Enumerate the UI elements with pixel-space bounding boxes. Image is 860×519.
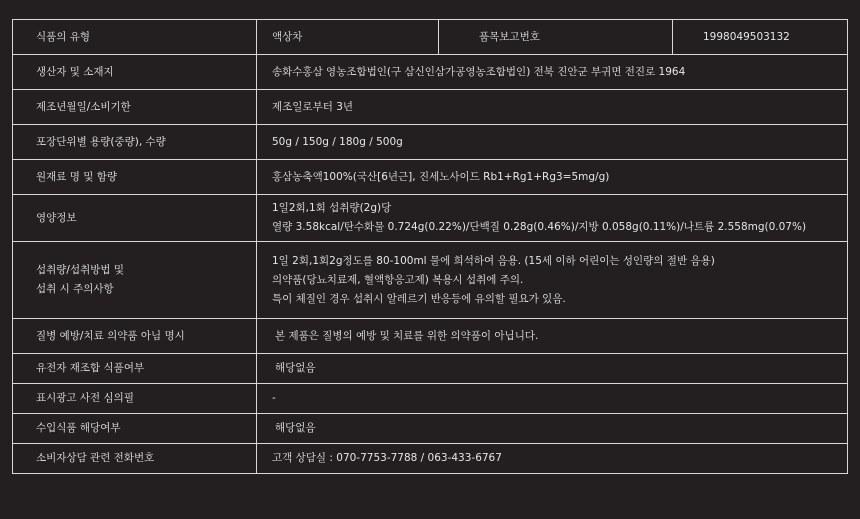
intake-line-3: 특이 체질인 경우 섭취시 알레르기 반응등에 유의할 필요가 있음.	[272, 292, 566, 305]
value-imported	[257, 414, 848, 444]
label-ad-review: 표시광고 사전 심의필	[13, 384, 257, 414]
row-ad-review	[13, 384, 848, 414]
label-nutrition: 영양정보	[13, 195, 257, 242]
label-imported: 수입식품 해당여부	[13, 414, 257, 444]
intake-label-line-1: 섭취량/섭취방법 및	[36, 264, 125, 276]
value-report-number: 1998049503132	[673, 20, 848, 55]
nutrition-line-2: 열량 3.58kcal/탄수화물 0.724g(0.22%)/단백질 0.28g(0.46%)/지방 0.058g(0.11%)/나트륨 2.558mg(0.07%)	[272, 221, 807, 233]
packaging-text: 50g / 150g / 180g / 500g	[272, 135, 403, 148]
gmo-text: 해당없음	[275, 362, 316, 374]
value-consumer-phone	[257, 444, 848, 474]
intake-label-line-2: 섭취 시 주의사항	[36, 283, 114, 295]
value-ad-review	[257, 384, 848, 414]
row-nutrition	[13, 195, 848, 242]
label-ingredients: 원재료 명 및 함량	[13, 160, 257, 195]
value-expiry	[257, 90, 848, 125]
row-imported	[13, 414, 848, 444]
value-intake	[257, 242, 848, 319]
label-expiry: 제조년월일/소비기한	[13, 90, 257, 125]
row-ingredients	[13, 160, 848, 195]
expiry-text: 제조일로부터 3년	[272, 100, 354, 113]
ingredients-text: 홍삼농축액100%(국산[6년근], 진세노사이드 Rb1+Rg1+Rg3=5mg/g)	[272, 170, 610, 183]
value-food-type: 액상차	[257, 20, 439, 55]
row-intake	[13, 242, 848, 319]
label-intake	[13, 242, 257, 319]
row-consumer-phone	[13, 444, 848, 474]
label-food-type: 식품의 유형	[13, 20, 257, 55]
not-medicine-text: 본 제품은 질병의 예방 및 치료를 위한 의약품이 아닙니다.	[275, 329, 539, 342]
label-gmo: 유전자 재조합 식품여부	[13, 354, 257, 384]
producer-text: 송화수홍삼 영농조합법인(구 삼신인삼가공영농조합법인) 전북 진안군 부귀면 전진로 1964	[272, 65, 686, 78]
row-food-type	[13, 20, 848, 55]
nutrition-line-1: 1일2회,1회 섭취량(2g)당	[272, 202, 392, 214]
label-report-number: 품목보고번호	[439, 20, 673, 55]
value-not-medicine	[257, 319, 848, 354]
consumer-phone-text: 고객 상담실 : 070-7753-7788 / 063-433-6767	[272, 452, 502, 464]
product-info-table	[12, 19, 848, 474]
value-producer	[257, 55, 848, 90]
imported-text: 해당없음	[275, 422, 316, 434]
label-packaging: 포장단위별 용량(중량), 수량	[13, 125, 257, 160]
row-not-medicine	[13, 319, 848, 354]
intake-line-1: 1일 2회,1회2g정도를 80-100ml 물에 희석하여 음용. (15세 이하 어린이는 성인량의 절반 음용)	[272, 254, 715, 267]
value-packaging	[257, 125, 848, 160]
row-packaging	[13, 125, 848, 160]
label-consumer-phone: 소비자상담 관련 전화번호	[13, 444, 257, 474]
row-gmo	[13, 354, 848, 384]
row-expiry	[13, 90, 848, 125]
value-gmo	[257, 354, 848, 384]
value-ingredients	[257, 160, 848, 195]
label-not-medicine: 질병 예방/치료 의약품 아님 명시	[13, 319, 257, 354]
value-nutrition	[257, 195, 848, 242]
ad-review-text: -	[272, 392, 276, 404]
intake-line-2: 의약품(당뇨치료제, 혈액항응고제) 복용시 섭취에 주의.	[272, 273, 524, 286]
row-producer	[13, 55, 848, 90]
product-info-table-container	[12, 19, 847, 474]
label-producer: 생산자 및 소재지	[13, 55, 257, 90]
